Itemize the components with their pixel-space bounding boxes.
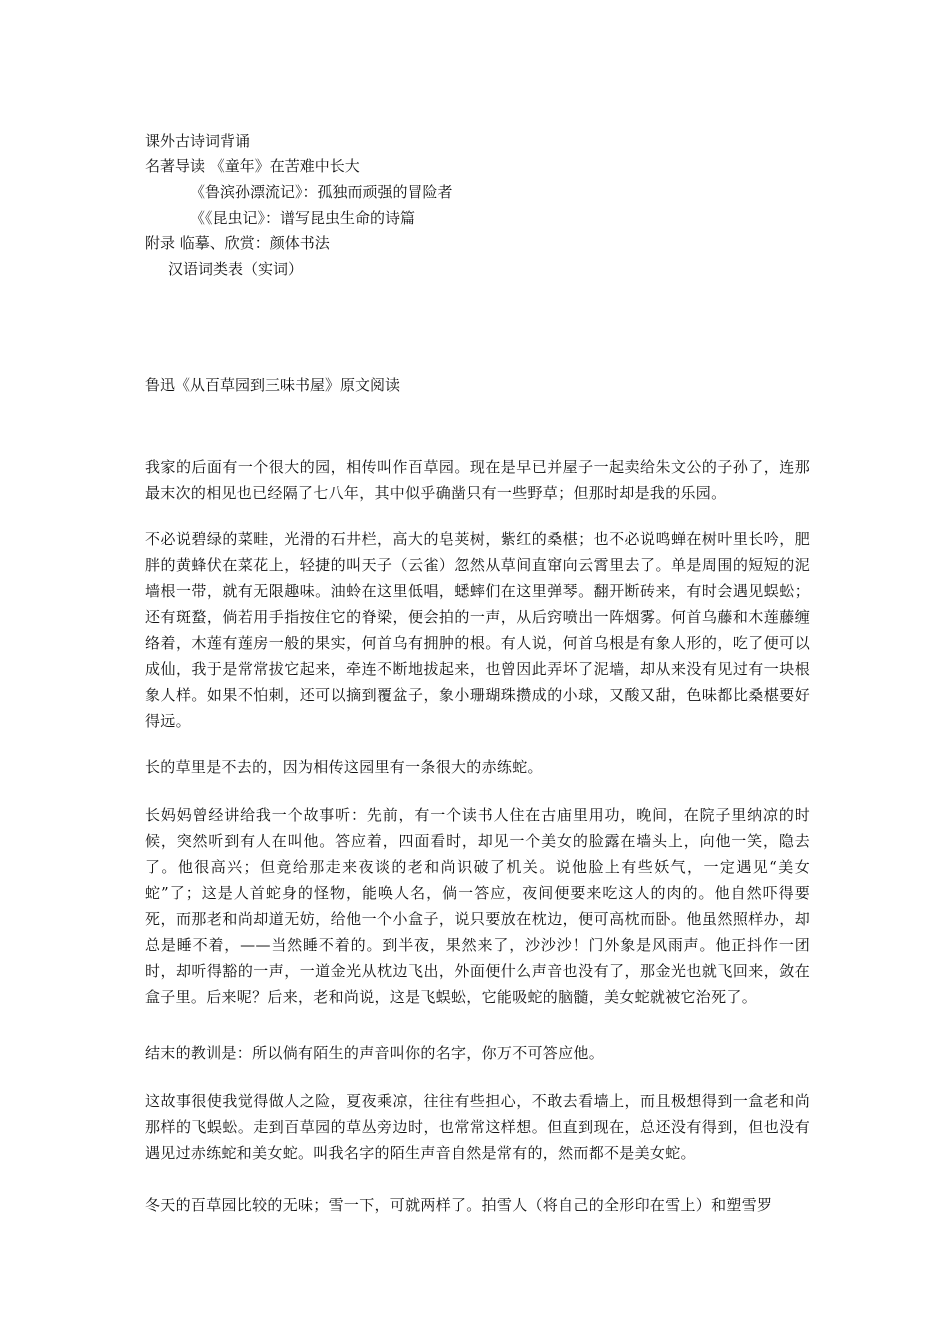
toc-line-robinson: 《鲁滨孙漂流记》：孤独而顽强的冒险者 bbox=[190, 183, 453, 201]
toc-line-poetry: 课外古诗词背诵 bbox=[145, 132, 251, 150]
toc-line-word-class-table: 汉语词类表（实词） bbox=[168, 260, 304, 278]
paragraph: 长妈妈曾经讲给我一个故事听：先前，有一个读书人住在古庙里用功，晚间，在院子里纳凉的时候，突然听到有人在叫他。答应着，四面看时，却见一个美女的脸露在墙头上，向他一笑，隐去了。他很高兴；但竟给那走来夜谈的老和尚识破了机关。说他脸上有些妖气，一定遇见“美女蛇”了；这是人首蛇身的怪物，能唤人名，倘一答应，夜间便要来吃这人的肉的。他自然吓得要死，而那老和尚却道无妨，给他一个小盒子，说只要放在枕边，便可高枕而卧。他虽然照样办，却总是睡不着，——当然睡不着的。到半夜，果然来了，沙沙沙！门外象是风雨声。他正抖作一团时，却听得豁的一声，一道金光从枕边飞出，外面便什么声音也没有了，那金光也就飞回来，敛在盒子里。后来呢？后来，老和尚说，这是飞蜈蚣，它能吸蛇的脑髓，美女蛇就被它治死了。 bbox=[145, 806, 810, 1006]
paragraph: 不必说碧绿的菜畦，光滑的石井栏，高大的皂荚树，紫红的桑椹；也不必说鸣蝉在树叶里长吟，肥胖的黄蜂伏在菜花上，轻捷的叫天子（云雀）忽然从草间直窜向云霄里去了。单是周围的短短的泥墙根一带，就有无限趣味。油蛉在这里低唱，蟋蟀们在这里弹琴。翻开断砖来，有时会遇见蜈蚣；还有斑蝥，倘若用手指按住它的脊梁，便会拍的一声，从后窍喷出一阵烟雾。何首乌藤和木莲藤缠络着，木莲有莲房一般的果实，何首乌有拥肿的根。有人说，何首乌根是有象人形的，吃了便可以成仙，我于是常常拔它起来，牵连不断地拔起来，也曾因此弄坏了泥墙，却从来没有见过有一块根象人样。如果不怕刺，还可以摘到覆盆子，象小珊瑚珠攒成的小球，又酸又甜，色味都比桑椹要好得远。 bbox=[145, 530, 810, 730]
paragraph: 结末的教训是：所以倘有陌生的声音叫你的名字，你万不可答应他。 bbox=[145, 1044, 605, 1062]
toc-line-classics-childhood: 名著导读 《童年》在苦难中长大 bbox=[145, 157, 360, 175]
paragraph: 冬天的百草园比较的无味；雪一下，可就两样了。拍雪人（将自己的全形印在雪上）和塑雪罗 bbox=[145, 1196, 773, 1214]
toc-line-appendix-calligraphy: 附录 临摹、欣赏：颜体书法 bbox=[145, 234, 330, 252]
paragraph: 这故事很使我觉得做人之险，夏夜乘凉，往往有些担心，不敢去看墙上，而且极想得到一盒老和尚那样的飞蜈蚣。走到百草园的草丛旁边时，也常常这样想。但直到现在，总还没有得到，但也没有遇见过赤练蛇和美女蛇。叫我名字的陌生声音自然是常有的，然而都不是美女蛇。 bbox=[145, 1092, 810, 1162]
article-title: 鲁迅《从百草园到三味书屋》原文阅读 bbox=[145, 376, 401, 394]
paragraph: 长的草里是不去的，因为相传这园里有一条很大的赤练蛇。 bbox=[145, 758, 543, 776]
paragraph: 我家的后面有一个很大的园，相传叫作百草园。现在是早已并屋子一起卖给朱文公的子孙了，连那最末次的相见也已经隔了七八年，其中似乎确凿只有一些野草；但那时却是我的乐园。 bbox=[145, 458, 810, 502]
toc-line-insects: 《《昆虫记》：谱写昆虫生命的诗篇 bbox=[190, 209, 416, 227]
